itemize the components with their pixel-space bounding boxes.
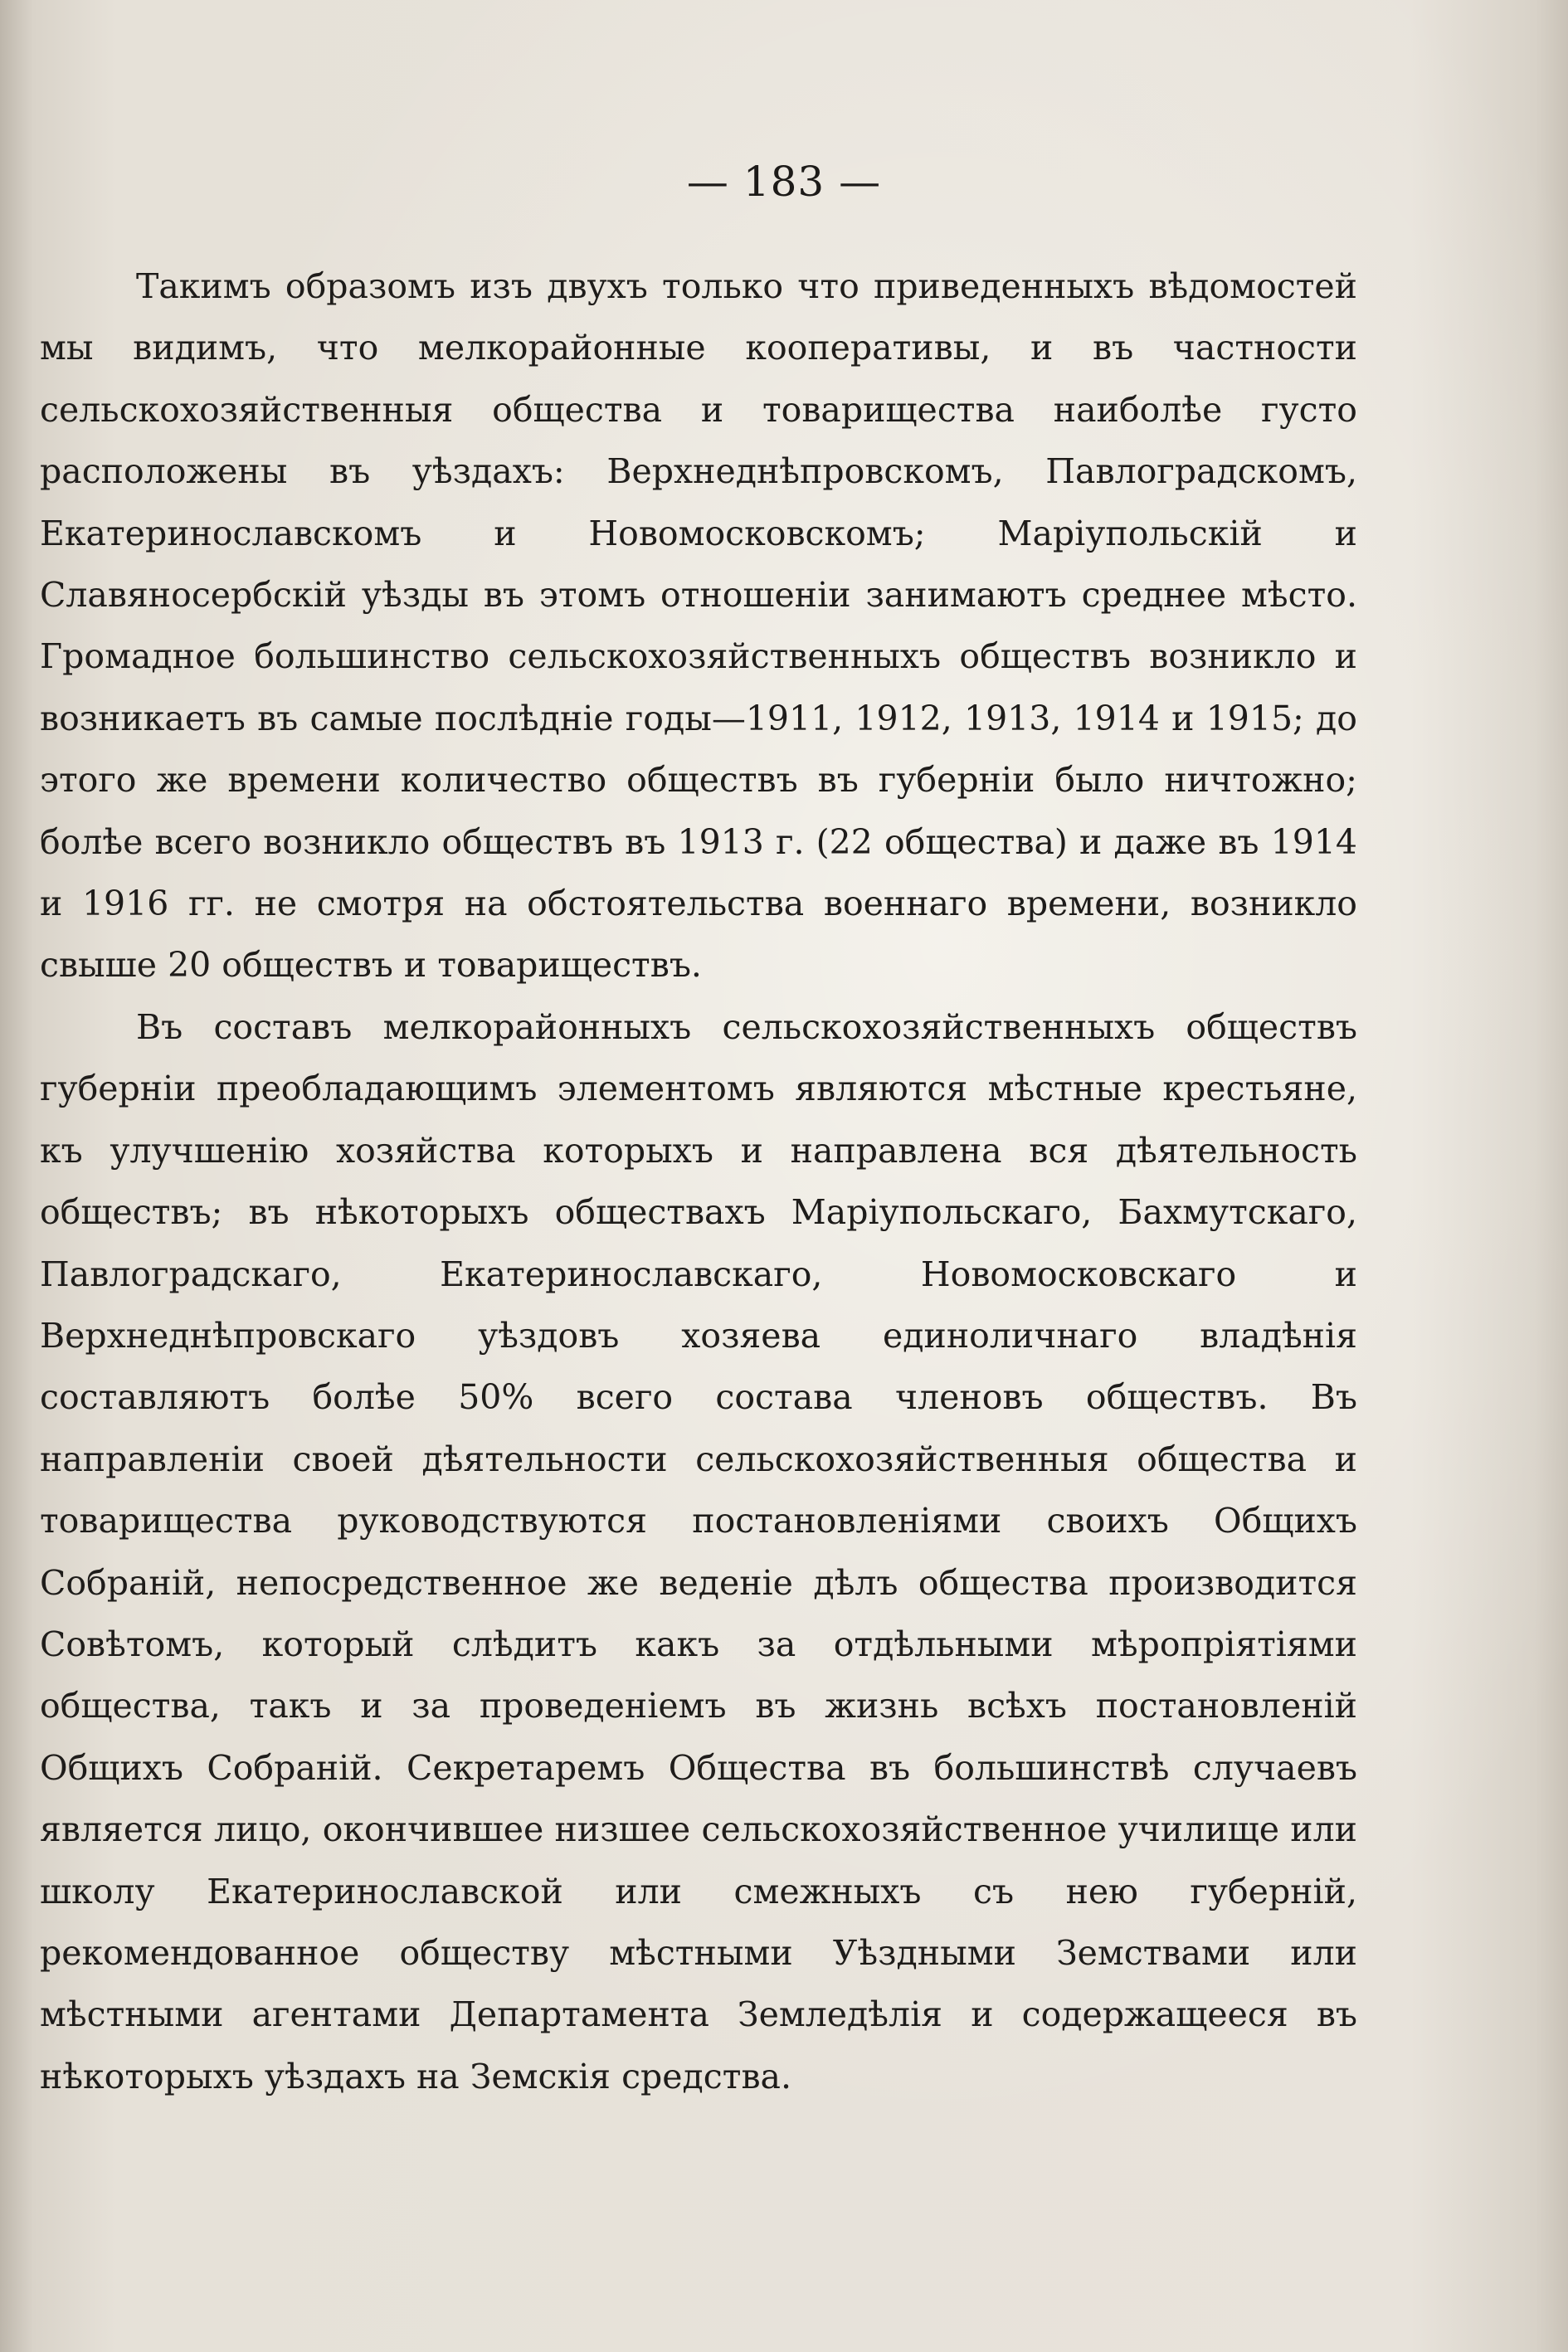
paragraph-1: Такимъ образомъ изъ двухъ только что приведенныхъ вѣдомостей мы видимъ, что мелкорайонные кооперативы, и въ частности сельскохозяйственныя общества и товарищества наиболѣе густо расположены въ уѣздахъ: Верхнеднѣпровскомъ, Павлоградскомъ, Екатеринославскомъ и Новомосковскомъ; Маріупольскій и Славяносербскій уѣзды въ этомъ отношеніи занимаютъ среднее мѣсто. Громадное большинство сельскохозяйственныхъ обществъ возникло и возникаетъ въ самые послѣдніе годы—1911, 1912, 1913, 1914 и 1915; до этого же времени количество обществъ въ губерніи было ничтожно; болѣе всего возникло обществъ въ 1913 г. (22 общества) и даже въ 1914 и 1916 гг. не смотря на обстоятельства военнаго времени, возникло свыше 20 обществъ и товариществъ. [40, 266, 1357, 986]
page-number: — 183 — [686, 158, 882, 206]
paragraph-2: Въ составъ мелкорайонныхъ сельскохозяйственныхъ обществъ губерніи преобладающимъ элементомъ являются мѣстные крестьяне, къ улучшенію хозяйства которыхъ и направлена вся дѣятельность обществъ; въ нѣкоторыхъ обществахъ Маріупольскаго, Бахмутскаго, Павлоградскаго, Екатеринославскаго, Новомосковскаго и Верхнеднѣпровскаго уѣздовъ хозяева единоличнаго владѣнія составляютъ болѣе 50% всего состава членовъ обществъ. Въ направленіи своей дѣятельности сельскохозяйственныя общества и товарищества руководствуются постановленіями своихъ Общихъ Собраній, непосредственное же веденіе дѣлъ общества производится Совѣтомъ, который слѣдитъ какъ за отдѣльными мѣропріятіями общества, такъ и за проведеніемъ въ жизнь всѣхъ постановленій Общихъ Собраній. Секретаремъ Общества въ большинствѣ случаевъ является лицо, окончившее низшее сельскохозяйственное училище или школу Екатеринославской или смежныхъ съ нею губерній, рекомендованное обществу мѣстными Уѣздными Земствами или мѣстными агентами Департамента Земледѣлія и содержащееся въ нѣкоторыхъ уѣздахъ на Земскія средства. [40, 1006, 1357, 2096]
body-text [40, 256, 1357, 2107]
